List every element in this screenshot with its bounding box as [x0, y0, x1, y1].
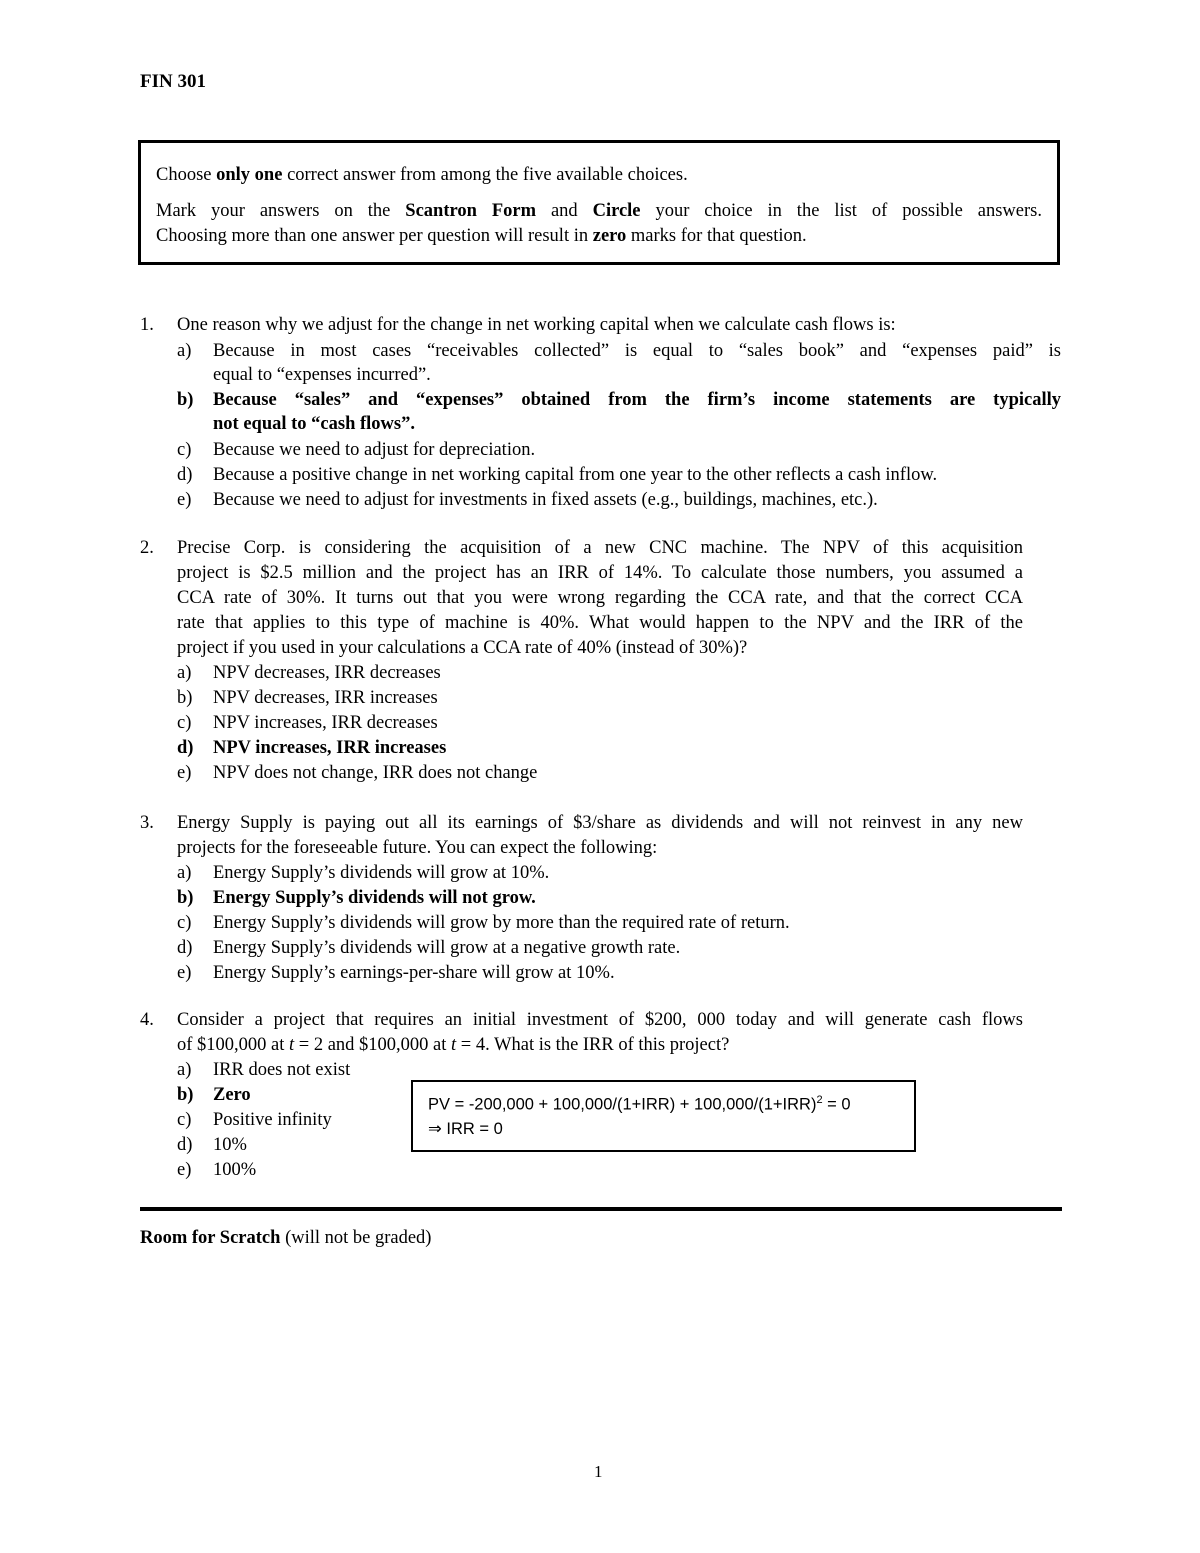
option-letter-correct: b): [177, 390, 194, 410]
scratch-area-label: Room for Scratch (will not be graded): [140, 1228, 432, 1248]
option-letter: c): [177, 913, 192, 933]
instructions-box: [138, 140, 1060, 265]
question-stem: Energy Supply is paying out all its earnings of $3/share as dividends and will not reinvest in any new: [177, 813, 1023, 833]
option-text: NPV does not change, IRR does not change: [213, 763, 538, 783]
section-divider: [140, 1207, 1062, 1211]
option-text: Energy Supply’s earnings-per-share will grow at 10%.: [213, 963, 615, 983]
question-number: 2.: [140, 538, 154, 558]
course-title: FIN 301: [140, 71, 206, 92]
option-text-correct: NPV increases, IRR increases: [213, 738, 447, 758]
question-stem: project if you used in your calculations a CCA rate of 40% (instead of 30%)?: [177, 638, 748, 658]
option-letter: e): [177, 763, 192, 783]
option-text: equal to “expenses incurred”.: [213, 365, 431, 385]
instruction-line-3: Choosing more than one answer per question will result in zero marks for that question.: [156, 226, 807, 246]
option-letter-correct: b): [177, 888, 194, 908]
option-letter: c): [177, 1110, 192, 1130]
option-letter: d): [177, 1135, 193, 1155]
instruction-line-1: Choose only one correct answer from among the five available choices.: [156, 165, 688, 185]
option-text: NPV decreases, IRR increases: [213, 688, 438, 708]
option-letter: c): [177, 713, 192, 733]
option-letter: a): [177, 663, 192, 683]
question-number: 4.: [140, 1010, 154, 1030]
formula-line-2: ⇒ IRR = 0: [428, 1120, 503, 1138]
option-letter: a): [177, 341, 192, 361]
option-text: Because we need to adjust for investments in fixed assets (e.g., buildings, machines, etc.).: [213, 490, 878, 510]
option-letter: d): [177, 465, 193, 485]
option-text: Because a positive change in net working capital from one year to the other reflects a cash inflow.: [213, 465, 938, 485]
option-text: Energy Supply’s dividends will grow at 10%.: [213, 863, 550, 883]
formula-line-1: PV = $-200,000 + 100,000/(1+IRR) + 100,000/(1+IRR)^2 = 0$: [428, 1094, 851, 1114]
option-text: Energy Supply’s dividends will grow at a negative growth rate.: [213, 938, 681, 958]
page-number: 1: [594, 1462, 603, 1481]
option-text: Because in most cases “receivables collected” is equal to “sales book” and “expenses paid” is: [213, 341, 1061, 361]
option-letter-correct: d): [177, 738, 194, 758]
question-number: 1.: [140, 315, 154, 335]
option-letter: c): [177, 440, 192, 460]
question-stem: of $100,000 at t = 2 and $100,000 at t = 4. What is the IRR of this project?: [177, 1035, 730, 1055]
option-text-correct: Because “sales” and “expenses” obtained from the firm’s income statements are typically: [213, 390, 1061, 410]
option-letter: a): [177, 1060, 192, 1080]
option-text: IRR does not exist: [213, 1060, 351, 1080]
option-text: NPV increases, IRR decreases: [213, 713, 438, 733]
option-text-correct: Zero: [213, 1085, 251, 1105]
question-stem: Precise Corp. is considering the acquisition of a new CNC machine. The NPV of this acquisition: [177, 538, 1023, 558]
question-stem: rate that applies to this type of machine is 40%. What would happen to the NPV and the IRR of the: [177, 613, 1023, 633]
question-stem: projects for the foreseeable future. You can expect the following:: [177, 838, 658, 858]
question-number: 3.: [140, 813, 154, 833]
option-letter: d): [177, 938, 193, 958]
option-letter: b): [177, 688, 193, 708]
question-stem: Consider a project that requires an initial investment of $200, 000 today and will generate cash flows: [177, 1010, 1023, 1030]
option-text: 10%: [213, 1135, 247, 1155]
question-stem: One reason why we adjust for the change in net working capital when we calculate cash flows is:: [177, 315, 896, 335]
option-text: Energy Supply’s dividends will grow by more than the required rate of return.: [213, 913, 790, 933]
option-letter: e): [177, 490, 192, 510]
question-stem: CCA rate of 30%. It turns out that you were wrong regarding the CCA rate, and that the correct CCA: [177, 588, 1023, 608]
option-text: Because we need to adjust for depreciation.: [213, 440, 536, 460]
option-text-correct: not equal to “cash flows”.: [213, 414, 415, 434]
irr-formula-box: [411, 1080, 916, 1152]
option-text: 100%: [213, 1160, 257, 1180]
question-stem: project is $2.5 million and the project has an IRR of 14%. To calculate those numbers, you assumed a: [177, 563, 1023, 583]
option-text-correct: Energy Supply’s dividends will not grow.: [213, 888, 536, 908]
option-text: NPV decreases, IRR decreases: [213, 663, 441, 683]
option-letter-correct: b): [177, 1085, 194, 1105]
option-letter: e): [177, 1160, 192, 1180]
option-text: Positive infinity: [213, 1110, 332, 1130]
instruction-line-2: Mark your answers on the Scantron Form and Circle your choice in the list of possible answers.: [156, 201, 1042, 221]
option-letter: a): [177, 863, 192, 883]
option-letter: e): [177, 963, 192, 983]
